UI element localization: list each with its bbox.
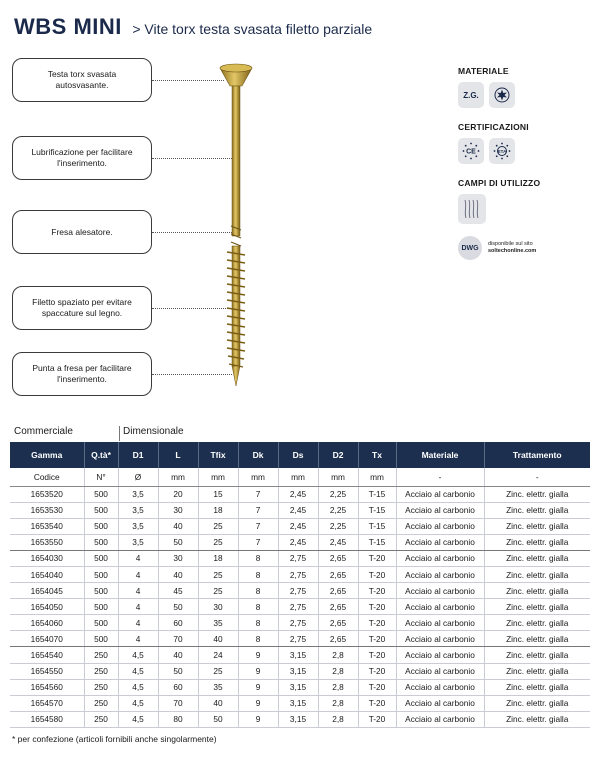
table-cell: Zinc. elettr. gialla [484, 679, 590, 695]
column-header: Gamma [10, 442, 84, 468]
table-cell: Zinc. elettr. gialla [484, 550, 590, 566]
screw-illustration [0, 50, 300, 395]
table-cell: 2,75 [278, 615, 318, 631]
table-row [10, 631, 590, 647]
table-cell: 3,15 [278, 695, 318, 711]
svg-text:ETA: ETA [497, 148, 507, 154]
table-row [10, 695, 590, 711]
table-cell: T-15 [358, 518, 396, 534]
svg-text:CE: CE [466, 148, 476, 156]
table-cell: 60 [158, 679, 198, 695]
table-cell: 500 [84, 631, 118, 647]
callout-thread: Filetto spaziato per evitare spaccature sul legno. [12, 286, 152, 330]
table-cell: T-15 [358, 534, 396, 550]
table-cell: 70 [158, 695, 198, 711]
table-cell: 2,65 [318, 631, 358, 647]
table-cell: 18 [198, 502, 238, 518]
table-cell: Acciaio al carbonio [396, 502, 484, 518]
table-cell: 9 [238, 679, 278, 695]
table-cell: 3,15 [278, 663, 318, 679]
table-cell: 9 [238, 647, 278, 663]
table-cell: Acciaio al carbonio [396, 615, 484, 631]
table-cell: 45 [158, 583, 198, 599]
product-code-cell: 1653550 [10, 534, 84, 550]
table-cell: 250 [84, 711, 118, 727]
table-cell: 2,25 [318, 502, 358, 518]
callout-head: Testa torx svasata autosvasante. [12, 58, 152, 102]
table-cell: 50 [158, 534, 198, 550]
table-cell: Zinc. elettr. gialla [484, 534, 590, 550]
table-cell: 500 [84, 550, 118, 566]
table-cell: 250 [84, 695, 118, 711]
table-cell: 18 [198, 550, 238, 566]
table-cell: 30 [198, 599, 238, 615]
table-cell: 500 [84, 534, 118, 550]
column-header: Trattamento [484, 442, 590, 468]
table-cell: Zinc. elettr. gialla [484, 566, 590, 582]
table-cell: 2,45 [278, 502, 318, 518]
table-cell: 500 [84, 518, 118, 534]
product-code-cell: 1653530 [10, 502, 84, 518]
group-commerciale: Commerciale [14, 426, 73, 437]
table-cell: 2,25 [318, 518, 358, 534]
footnote: * per confezione (articoli fornibili anche singolarmente) [12, 734, 217, 744]
column-header: Ds [278, 442, 318, 468]
table-cell: Zinc. elettr. gialla [484, 647, 590, 663]
table-cell: Zinc. elettr. gialla [484, 711, 590, 727]
table-row [10, 583, 590, 599]
dwg-icon: DWG [458, 236, 482, 260]
table-cell: 15 [198, 486, 238, 502]
table-cell: 9 [238, 663, 278, 679]
unit-cell: mm [198, 468, 238, 486]
table-cell: T-20 [358, 631, 396, 647]
table-cell: 9 [238, 695, 278, 711]
table-cell: 2,65 [318, 615, 358, 631]
column-header: Dk [238, 442, 278, 468]
table-cell: Zinc. elettr. gialla [484, 502, 590, 518]
table-cell: 2,75 [278, 550, 318, 566]
product-subtitle: > Vite torx testa svasata filetto parziale [132, 21, 373, 37]
table-cell: T-20 [358, 663, 396, 679]
table-cell: 8 [238, 550, 278, 566]
table-cell: 4,5 [118, 663, 158, 679]
table-cell: 500 [84, 599, 118, 615]
product-code-cell: 1654580 [10, 711, 84, 727]
column-header: Materiale [396, 442, 484, 468]
table-cell: Zinc. elettr. gialla [484, 518, 590, 534]
table-cell: Acciaio al carbonio [396, 486, 484, 502]
table-cell: T-20 [358, 679, 396, 695]
zinc-badge: Z.G. [458, 82, 484, 108]
table-cell: Acciaio al carbonio [396, 599, 484, 615]
product-code-cell: 1654070 [10, 631, 84, 647]
table-cell: Acciaio al carbonio [396, 518, 484, 534]
table-cell: 60 [158, 615, 198, 631]
table-cell: Zinc. elettr. gialla [484, 695, 590, 711]
table-cell: Zinc. elettr. gialla [484, 615, 590, 631]
table-cell: 4 [118, 631, 158, 647]
table-cell: T-20 [358, 583, 396, 599]
product-code-cell: 1654045 [10, 583, 84, 599]
unit-cell: Codice [10, 468, 84, 486]
table-cell: 25 [198, 518, 238, 534]
table-cell: 2,8 [318, 647, 358, 663]
table-cell: 2,75 [278, 583, 318, 599]
table-row [10, 550, 590, 566]
table-cell: 3,5 [118, 518, 158, 534]
table-row [10, 615, 590, 631]
table-cell: 2,75 [278, 566, 318, 582]
dwg-website-link[interactable]: soltechonline.com [488, 248, 537, 254]
table-cell: 2,25 [318, 486, 358, 502]
table-cell: 4 [118, 583, 158, 599]
torx-icon [489, 82, 515, 108]
column-header: L [158, 442, 198, 468]
table-cell: T-20 [358, 615, 396, 631]
table-cell: Zinc. elettr. gialla [484, 583, 590, 599]
callout-reamer: Fresa alesatore. [12, 210, 152, 254]
group-dimensionale: Dimensionale [123, 426, 184, 437]
page-title [14, 14, 372, 40]
column-header: Tfix [198, 442, 238, 468]
product-code-cell: 1654540 [10, 647, 84, 663]
table-cell: 25 [198, 663, 238, 679]
table-cell: Acciaio al carbonio [396, 711, 484, 727]
table-units-row [10, 468, 590, 486]
table-cell: 50 [158, 599, 198, 615]
table-cell: Acciaio al carbonio [396, 695, 484, 711]
table-cell: Acciaio al carbonio [396, 631, 484, 647]
table-cell: 8 [238, 583, 278, 599]
column-header: D2 [318, 442, 358, 468]
table-cell: T-20 [358, 550, 396, 566]
table-cell: Acciaio al carbonio [396, 534, 484, 550]
table-cell: 3,15 [278, 679, 318, 695]
table-cell: 50 [198, 711, 238, 727]
table-cell: Acciaio al carbonio [396, 663, 484, 679]
column-header: Tx [358, 442, 396, 468]
table-cell: 500 [84, 486, 118, 502]
table-cell: 4 [118, 615, 158, 631]
table-cell: 4,5 [118, 711, 158, 727]
table-cell: 250 [84, 647, 118, 663]
table-cell: 20 [158, 486, 198, 502]
dwg-availability-text: disponibile sul sito [488, 241, 533, 248]
table-cell: 3,5 [118, 502, 158, 518]
table-cell: Zinc. elettr. gialla [484, 663, 590, 679]
table-group-labels [10, 426, 590, 441]
product-code-cell: 1653520 [10, 486, 84, 502]
table-cell: 2,75 [278, 631, 318, 647]
callout-lubrication: Lubrificazione per facilitare l'inserimento. [12, 136, 152, 180]
table-cell: 250 [84, 663, 118, 679]
table-cell: 2,65 [318, 599, 358, 615]
product-table [10, 442, 590, 728]
table-cell: 30 [158, 502, 198, 518]
callout-tip: Punta a fresa per facilitare l'inserimento. [12, 352, 152, 396]
table-cell: T-20 [358, 566, 396, 582]
table-row [10, 663, 590, 679]
table-cell: Zinc. elettr. gialla [484, 631, 590, 647]
table-cell: 7 [238, 502, 278, 518]
table-row [10, 486, 590, 502]
table-cell: 40 [158, 518, 198, 534]
group-divider [119, 426, 120, 441]
product-code-cell: 1654050 [10, 599, 84, 615]
table-cell: T-20 [358, 695, 396, 711]
table-cell: Acciaio al carbonio [396, 647, 484, 663]
table-cell: 2,45 [278, 534, 318, 550]
table-row [10, 679, 590, 695]
table-cell: Acciaio al carbonio [396, 583, 484, 599]
leader-line [152, 80, 224, 81]
table-cell: Acciaio al carbonio [396, 679, 484, 695]
table-cell: 8 [238, 566, 278, 582]
eta-certification-icon [489, 138, 515, 164]
table-cell: 500 [84, 615, 118, 631]
table-cell: 3,5 [118, 486, 158, 502]
table-cell: Acciaio al carbonio [396, 550, 484, 566]
table-cell: 4,5 [118, 695, 158, 711]
product-code-cell: 1654560 [10, 679, 84, 695]
unit-cell: mm [358, 468, 396, 486]
table-cell: T-20 [358, 599, 396, 615]
table-cell: 8 [238, 631, 278, 647]
info-panel [458, 66, 588, 260]
campi-utilizzo-heading: CAMPI DI UTILIZZO [458, 178, 541, 188]
table-cell: 2,65 [318, 566, 358, 582]
table-row [10, 599, 590, 615]
table-cell: 8 [238, 615, 278, 631]
column-header: D1 [118, 442, 158, 468]
unit-cell: mm [278, 468, 318, 486]
table-cell: T-20 [358, 711, 396, 727]
table-cell: 9 [238, 711, 278, 727]
table-row [10, 566, 590, 582]
unit-cell: mm [158, 468, 198, 486]
table-cell: 40 [198, 695, 238, 711]
table-cell: 2,8 [318, 663, 358, 679]
table-cell: 25 [198, 534, 238, 550]
table-cell: T-15 [358, 502, 396, 518]
product-code-cell: 1654030 [10, 550, 84, 566]
table-cell: 500 [84, 502, 118, 518]
table-row [10, 534, 590, 550]
table-cell: T-15 [358, 486, 396, 502]
table-cell: 2,8 [318, 711, 358, 727]
column-header: Q.tà* [84, 442, 118, 468]
table-cell: 40 [198, 631, 238, 647]
table-cell: 2,45 [278, 486, 318, 502]
table-cell: 25 [198, 583, 238, 599]
wood-icon [458, 194, 486, 224]
table-cell: 7 [238, 534, 278, 550]
table-cell: 70 [158, 631, 198, 647]
unit-cell: mm [238, 468, 278, 486]
unit-cell: N° [84, 468, 118, 486]
table-cell: 2,45 [318, 534, 358, 550]
screw-icon [216, 56, 256, 390]
table-cell: 25 [198, 566, 238, 582]
table-cell: 500 [84, 583, 118, 599]
table-cell: 2,45 [278, 518, 318, 534]
table-cell: Acciaio al carbonio [396, 566, 484, 582]
table-cell: 500 [84, 566, 118, 582]
product-code-cell: 1654060 [10, 615, 84, 631]
table-cell: 80 [158, 711, 198, 727]
table-row [10, 711, 590, 727]
table-cell: 3,15 [278, 647, 318, 663]
product-code-cell: 1654550 [10, 663, 84, 679]
product-code-cell: 1653540 [10, 518, 84, 534]
table-cell: 3,15 [278, 711, 318, 727]
table-cell: 4,5 [118, 679, 158, 695]
table-row [10, 647, 590, 663]
table-cell: 50 [158, 663, 198, 679]
table-cell: Zinc. elettr. gialla [484, 599, 590, 615]
table-cell: 4 [118, 599, 158, 615]
table-row [10, 502, 590, 518]
table-cell: 4 [118, 550, 158, 566]
unit-cell: mm [318, 468, 358, 486]
table-cell: T-20 [358, 647, 396, 663]
table-cell: 8 [238, 599, 278, 615]
table-cell: 35 [198, 679, 238, 695]
unit-cell: - [396, 468, 484, 486]
table-header-row [10, 442, 590, 468]
table-cell: 40 [158, 566, 198, 582]
unit-cell: - [484, 468, 590, 486]
table-cell: Zinc. elettr. gialla [484, 486, 590, 502]
table-row [10, 518, 590, 534]
table-cell: 2,75 [278, 599, 318, 615]
table-cell: 250 [84, 679, 118, 695]
table-cell: 4 [118, 566, 158, 582]
table-cell: 2,65 [318, 550, 358, 566]
product-code-cell: 1654570 [10, 695, 84, 711]
unit-cell: Ø [118, 468, 158, 486]
table-cell: 35 [198, 615, 238, 631]
table-cell: 2,8 [318, 679, 358, 695]
materiale-heading: MATERIALE [458, 66, 509, 76]
table-cell: 24 [198, 647, 238, 663]
table-cell: 7 [238, 486, 278, 502]
ce-certification-icon [458, 138, 484, 164]
table-cell: 4,5 [118, 647, 158, 663]
table-cell: 2,8 [318, 695, 358, 711]
table-cell: 3,5 [118, 534, 158, 550]
table-cell: 40 [158, 647, 198, 663]
table-cell: 2,65 [318, 583, 358, 599]
table-cell: 7 [238, 518, 278, 534]
product-name: WBS MINI [14, 14, 122, 39]
certificazioni-heading: CERTIFICAZIONI [458, 122, 529, 132]
table-cell: 30 [158, 550, 198, 566]
product-code-cell: 1654040 [10, 566, 84, 582]
